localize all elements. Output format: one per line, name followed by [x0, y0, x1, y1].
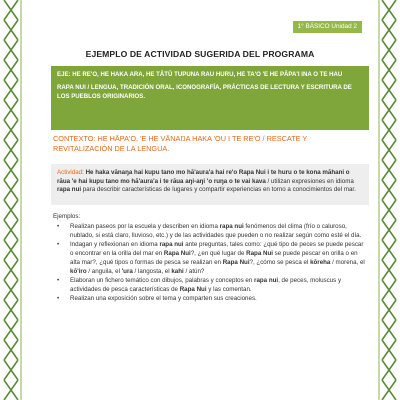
axis-text: EJE: HE RE'O, HE HAKA ARA, HE TĀTŪ TUPUNA RAU HURU, HE TA'O 'E HE PĀPA'I INA O TE HAU: [57, 71, 343, 78]
activity-colon: :: [82, 169, 86, 176]
activity-text-1: / utilizan expresiones en idioma: [265, 177, 354, 185]
item-bold: rapa nui: [159, 241, 184, 248]
examples-section: [53, 212, 368, 303]
list-item: [53, 240, 368, 276]
list-item: [53, 294, 368, 303]
item-text: / langosta, el: [132, 268, 172, 275]
item-bold: rapa nui: [219, 223, 244, 230]
decorative-border-left: [0, 0, 22, 400]
item-text: Realizan paseos por la escuela y describen en idioma: [70, 223, 220, 230]
activity-text-2: para describir características de lugares y compartir experiencias en torno a conocimientos del mar.: [81, 186, 356, 194]
item-bold: rapa nui: [254, 277, 279, 284]
item-text: ?, ¿cómo se pesca el: [249, 259, 311, 266]
item-bold: 'ura: [121, 268, 133, 275]
item-text: ?, ¿en qué lugar de: [190, 250, 247, 257]
context-heading: [53, 134, 368, 154]
list-item: [53, 222, 368, 240]
item-bold: Rapa Nui: [179, 286, 207, 293]
item-text: Indagan y reflexionan en idioma: [70, 241, 160, 248]
item-bold: Rapa Nui: [163, 250, 191, 257]
bullet-icon: •: [57, 277, 60, 284]
item-bold: Rapa Nui: [246, 250, 273, 257]
program-box: [51, 66, 369, 130]
item-text: fenómenos del clima (frío o caluroso, nublado, si está claro, lluvioso, etc.) y de las actividades que pueden o no realizar según como esté el día.: [70, 223, 362, 239]
item-text: / morena, el: [330, 259, 365, 266]
item-text: , de peces, moluscus y actividades de pesca características de: [70, 277, 342, 293]
item-bold: Rapa Nui: [222, 259, 250, 266]
decorative-border-right: [378, 0, 400, 400]
item-text: ante preguntas, tales como: ¿qué tipo de peces se puede pescar o encontrar en la orilla del mar en: [70, 241, 364, 257]
item-text: se puede pescar en orilla o en alta mar?, ¿qué tipos o formas de pesca se realizan en: [70, 250, 358, 266]
item-text: y las comentan.: [206, 286, 252, 293]
item-bold: kahi: [171, 268, 184, 275]
examples-list: [53, 222, 368, 303]
bullet-icon: •: [57, 223, 60, 230]
activity-rapanui-text: He haka vānaŋa hai kupu tano mo hā'aura'a hai re'o Rapa Nui i te huru o te kona māhani o rāua 'e hai kupu tano mo hā'aura'a i te rāua aŋi-aŋi 'o ruŋa o te vai kava: [57, 169, 350, 185]
list-item: [53, 276, 368, 294]
subject-text: RAPA NUI / LENGUA, TRADICIÓN ORAL, ICONOGRAFÍA, PRÁCTICAS DE LECTURA Y ESCRITURA DE LOS PUEBLOS ORIGINARIOS.: [57, 84, 352, 100]
context-text: HE HĀPA'O, 'E HE VĀNAŊA HAKA 'OU I TE RE'O / RESCATE Y REVITALIZACIÓN DE LA LENGUA.: [53, 134, 308, 153]
bullet-icon: •: [57, 295, 60, 302]
activity-label: Actividad: [57, 169, 83, 176]
item-text: Elaboran un fichero temático con dibujos, palabras y conceptos en: [70, 277, 255, 284]
right-border-pattern: [378, 0, 400, 400]
item-text: Realizan una exposición sobre el tema y comparten sus creaciones.: [70, 295, 257, 302]
activity-box: [51, 164, 369, 205]
page-title: EJEMPLO DE ACTIVIDAD SUGERIDA DEL PROGRAMA: [85, 49, 315, 59]
item-text: / atún?: [183, 268, 205, 275]
context-label: CONTEXTO:: [53, 134, 96, 143]
bullet-icon: •: [57, 241, 60, 248]
activity-bold-2: rapa nui: [57, 186, 82, 194]
examples-heading: Ejemplos:: [53, 213, 81, 220]
item-bold: kō'iro: [70, 268, 87, 275]
left-border-pattern: [0, 0, 22, 400]
item-bold: kōreha: [310, 259, 331, 266]
item-text: / anguila, el: [86, 268, 122, 275]
grade-badge: 1° BÁSICO Unidad 2: [293, 21, 362, 33]
